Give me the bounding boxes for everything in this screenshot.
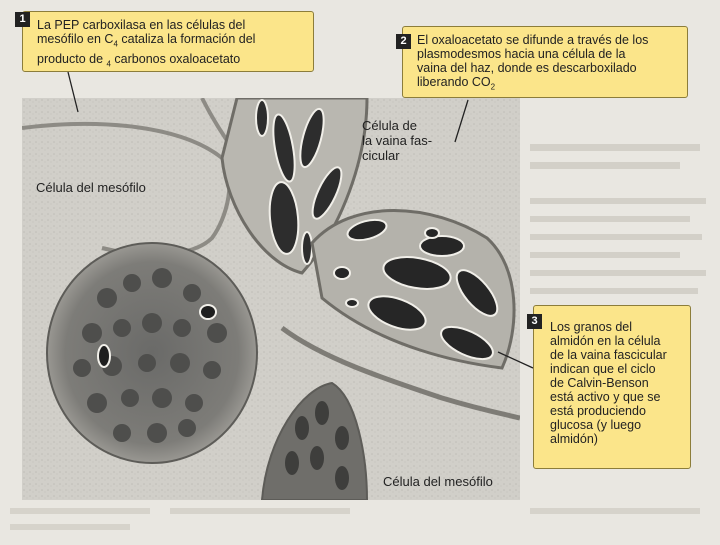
callout-2-line-2: plasmodesmos hacia una célula de la <box>417 47 626 61</box>
callout-1-line-2: mesófilo en $C_4$ cataliza la formación del <box>37 32 256 49</box>
callout-1 <box>22 11 314 72</box>
callout-3 <box>533 305 691 469</box>
label-mesophyll-left: Célula del mesófilo <box>36 180 146 195</box>
callout-3-line-9: almidón) <box>550 432 598 446</box>
callout-3-line-5: de Calvin-Benson <box>550 376 649 390</box>
callout-1-line-1: La PEP carboxilasa en las células del <box>37 18 246 32</box>
callout-2 <box>402 26 688 98</box>
callout-1-line-3: producto de $_4$ carbonos oxaloacetato <box>37 51 241 68</box>
callout-3-line-1: Los granos del <box>550 320 633 334</box>
callout-3-line-8: glucosa (y luego <box>550 418 642 432</box>
callout-3-line-4: indican que el ciclo <box>550 362 656 376</box>
callout-3-line-7: está produciendo <box>550 404 646 418</box>
callout-2-number-badge: 2 <box>396 34 411 49</box>
label-bundle-sheath-line-1: Célula de <box>362 118 417 133</box>
callout-3-number-badge: 3 <box>527 314 542 329</box>
callout-2-line-1: El oxaloacetato se difunde a través de los <box>417 33 649 47</box>
label-bundle-sheath-line-3: cicular <box>362 148 400 163</box>
label-mesophyll-bottom: Célula del mesófilo <box>383 474 493 489</box>
label-bundle-sheath <box>362 118 432 163</box>
callout-2-line-4: liberando $CO_2$ <box>417 75 496 92</box>
label-bundle-sheath-line-2: la vaina fas- <box>362 133 433 148</box>
callout-2-line-3: vaina del haz, donde es descarboxilado <box>417 61 637 75</box>
callout-3-line-6: está activo y que se <box>550 390 661 404</box>
callout-3-line-3: de la vaina fascicular <box>550 348 667 362</box>
micrograph-image <box>22 98 520 500</box>
callout-3-line-2: almidón en la célula <box>550 334 661 348</box>
callout-1-number-badge: 1 <box>15 12 30 27</box>
background-text-bottom <box>0 502 720 540</box>
